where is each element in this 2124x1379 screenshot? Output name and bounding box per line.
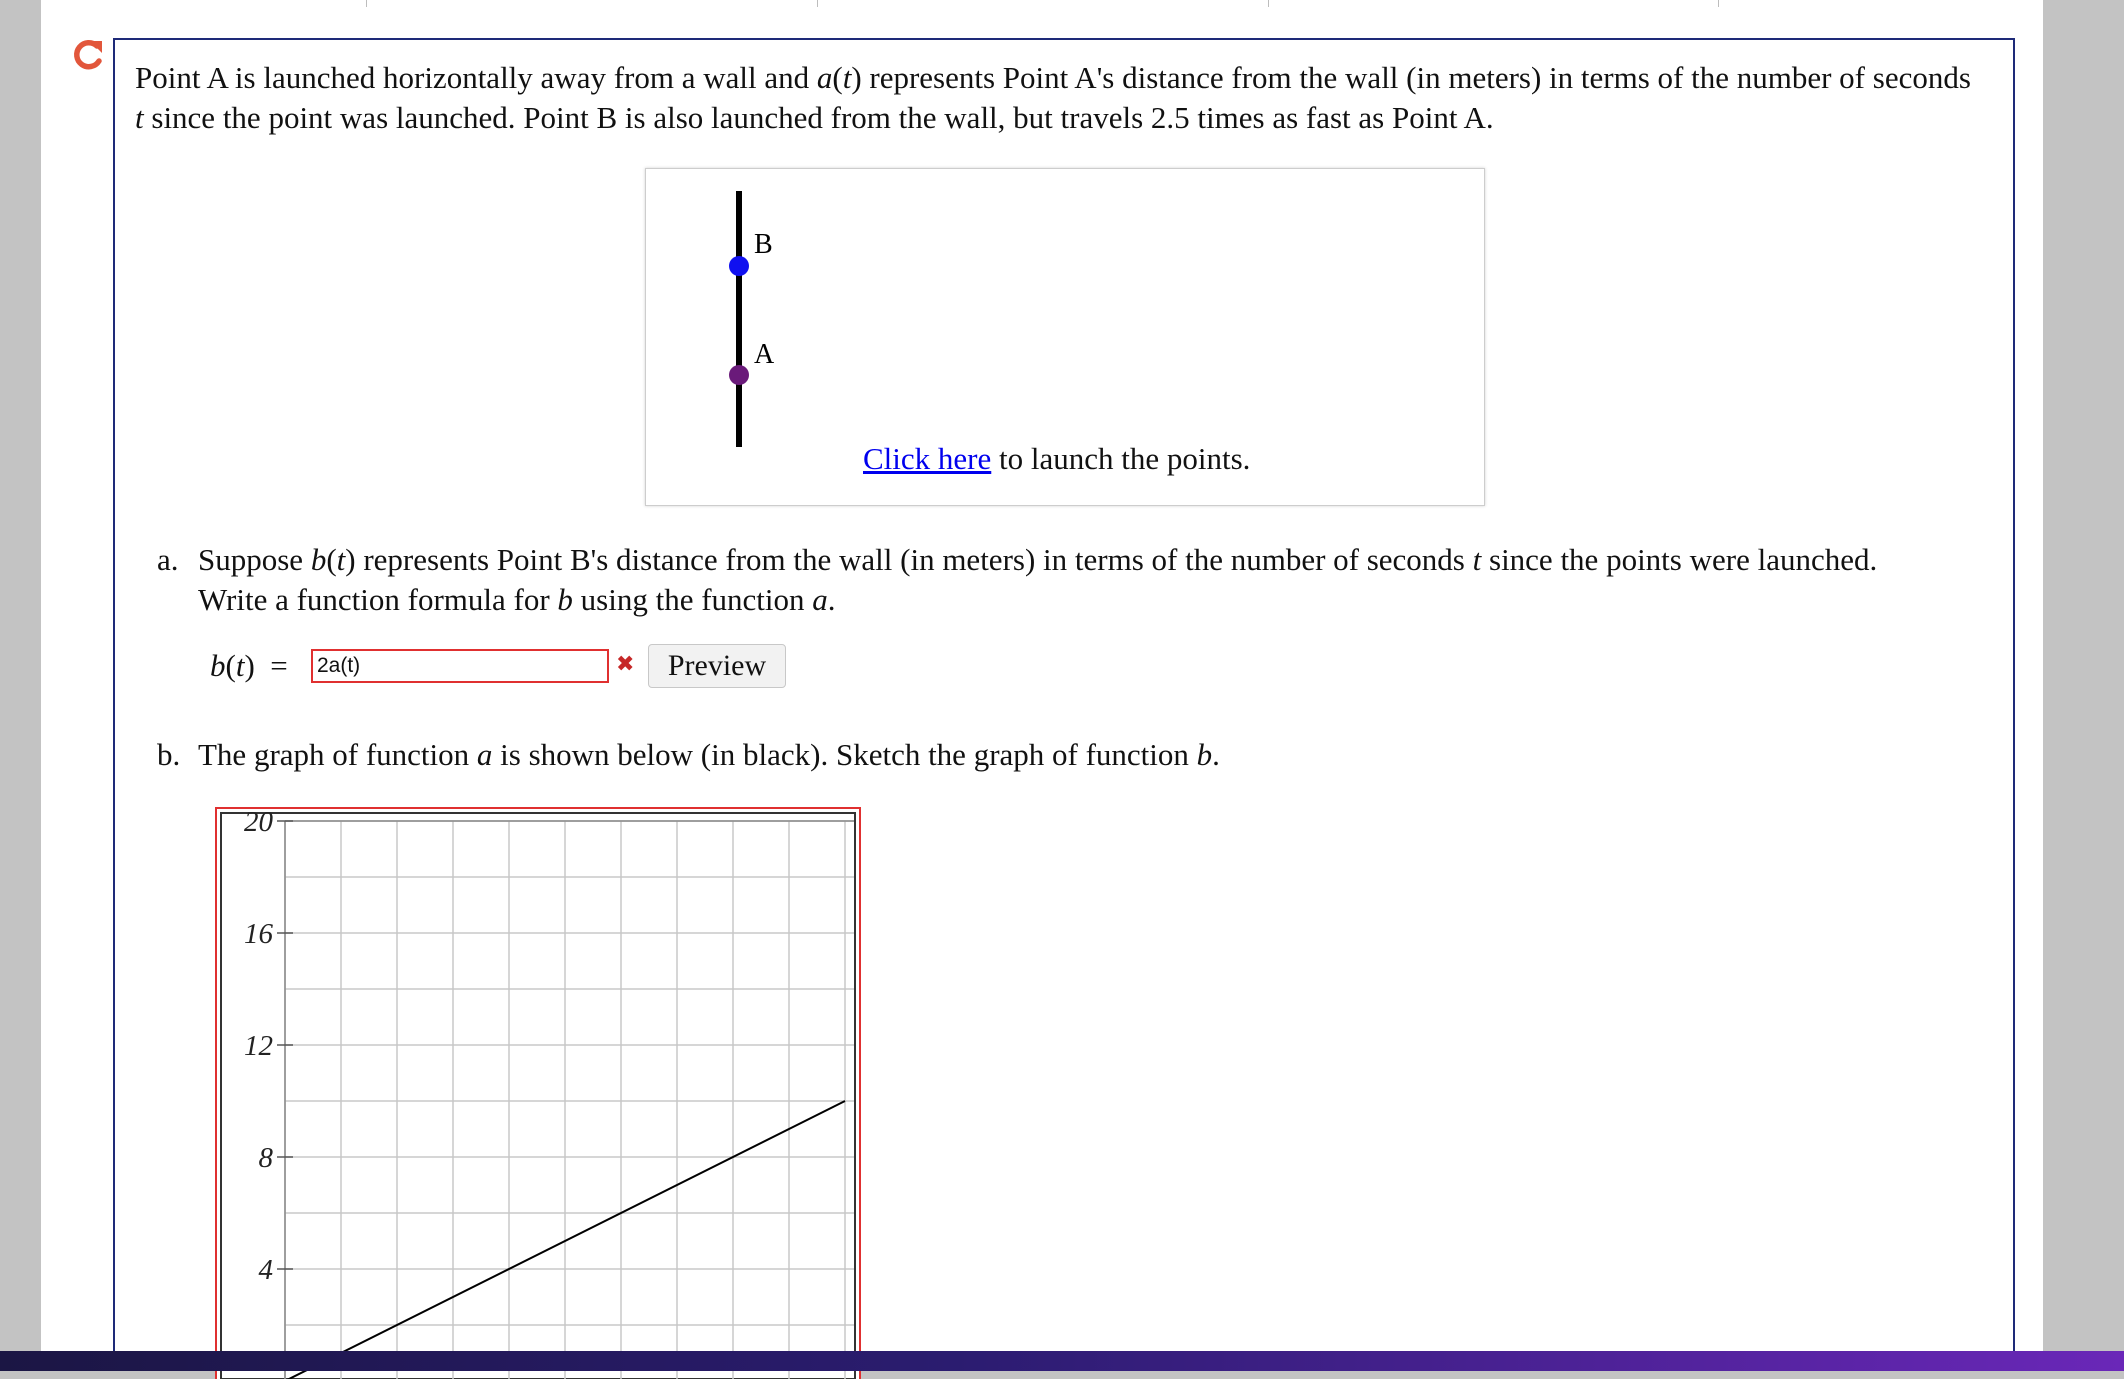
prompt-text: The graph of function bbox=[198, 737, 477, 772]
point-a-dot bbox=[729, 365, 749, 385]
question-box bbox=[113, 38, 2015, 1370]
function-b: b bbox=[1196, 737, 1213, 772]
variable-t: t bbox=[235, 648, 245, 683]
graph-canvas[interactable] bbox=[217, 809, 859, 1379]
intro-text: since the point was launched. Point B is also launched from the wall, but travels 2.5 times as fast as Point A. bbox=[143, 100, 1494, 135]
graph-frame bbox=[221, 813, 855, 1379]
answer-lhs bbox=[210, 644, 288, 688]
variable-t: t bbox=[336, 542, 346, 577]
function-a: a bbox=[812, 582, 828, 617]
function-a: a bbox=[476, 737, 493, 772]
prompt-text: since the points were launched. bbox=[1481, 542, 1878, 577]
tab-separator bbox=[817, 0, 818, 7]
function-b: b bbox=[557, 582, 573, 617]
question-intro bbox=[135, 58, 1985, 138]
prompt-text: Write a function formula for bbox=[198, 582, 558, 617]
retry-icon[interactable] bbox=[71, 37, 107, 73]
preview-button[interactable]: Preview bbox=[648, 644, 786, 688]
tab-separator bbox=[366, 0, 367, 7]
part-b-label: b. bbox=[157, 737, 181, 772]
part-a-label: a. bbox=[157, 542, 179, 577]
y-tick-label-4: 4 bbox=[258, 1254, 273, 1286]
variable-t: t bbox=[1472, 542, 1482, 577]
paren: ( bbox=[326, 542, 337, 577]
prompt-text: ) represents Point B's distance from the wall (in meters) in terms of the number of seconds bbox=[345, 542, 1473, 577]
paren: ) bbox=[244, 648, 255, 683]
prompt-text: . bbox=[827, 582, 836, 617]
function-a: a bbox=[816, 60, 833, 95]
tab-separator bbox=[1268, 0, 1269, 7]
y-tick-label-16: 16 bbox=[244, 918, 273, 950]
launch-link[interactable]: Click here bbox=[863, 441, 992, 476]
prompt-text: is shown below (in black). Sketch the graph of function bbox=[492, 737, 1197, 772]
y-tick-label-12: 12 bbox=[244, 1030, 273, 1062]
point-b-dot bbox=[729, 256, 749, 276]
taskbar bbox=[0, 1351, 2124, 1371]
answer-input[interactable] bbox=[311, 649, 609, 683]
function-b: b bbox=[310, 542, 327, 577]
intro-text: ) represents Point A's distance from the wall (in meters) in terms of the number of seconds bbox=[851, 60, 1971, 95]
equals-sign: = bbox=[270, 648, 288, 683]
prompt-text: . bbox=[1212, 737, 1220, 772]
function-b: b bbox=[210, 648, 226, 683]
launch-text bbox=[863, 441, 1250, 477]
point-animation bbox=[645, 168, 1485, 506]
launch-rest: to launch the points. bbox=[991, 441, 1251, 476]
prompt-text: using the function bbox=[572, 582, 813, 617]
page bbox=[41, 7, 2043, 1351]
intro-text: Point A is launched horizontally away from a wall and bbox=[135, 60, 817, 95]
prompt-text: Suppose bbox=[198, 542, 311, 577]
y-tick-label-8: 8 bbox=[258, 1142, 273, 1174]
variable-t: t bbox=[842, 60, 852, 95]
wrong-answer-icon: ✖ bbox=[616, 652, 635, 677]
paren: ( bbox=[832, 60, 843, 95]
y-tick-label-20: 20 bbox=[244, 809, 273, 838]
tab-separator bbox=[1718, 0, 1719, 7]
variable-t: t bbox=[135, 100, 144, 135]
graph-widget[interactable] bbox=[215, 807, 861, 1379]
point-b-label: B bbox=[754, 229, 773, 260]
point-a-label: A bbox=[754, 339, 775, 370]
paren: ( bbox=[225, 648, 236, 683]
